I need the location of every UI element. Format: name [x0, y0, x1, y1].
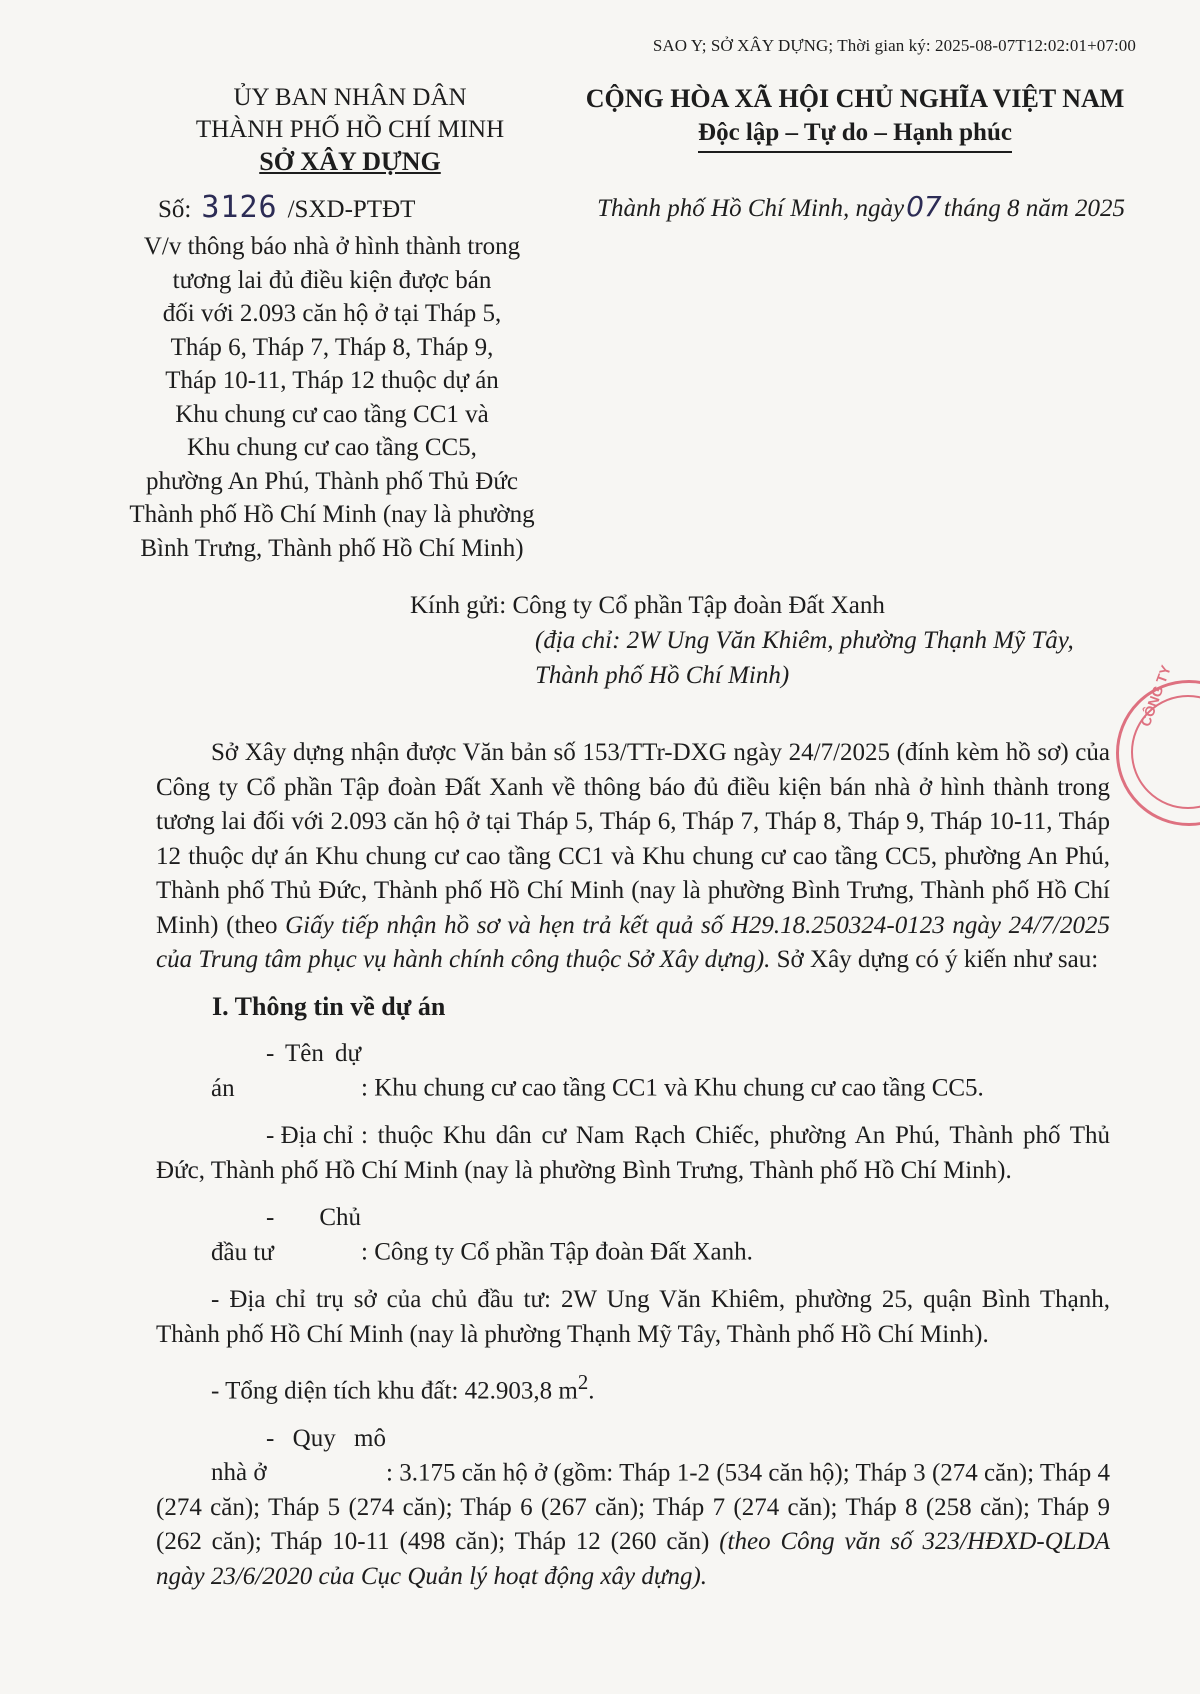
subject-line: Tháp 10-11, Tháp 12 thuộc dự án: [165, 367, 499, 394]
subject-line: V/v thông báo nhà ở hình thành trong: [143, 233, 521, 260]
national-title: CỘNG HÒA XÃ HỘI CHỦ NGHĨA VIỆT NAM: [585, 84, 1125, 113]
subject-line: Bình Trưng, Thành phố Hồ Chí Minh): [140, 534, 524, 562]
doc-number-prefix: Số:: [158, 196, 192, 223]
place-date-prefix: Thành phố Hồ Chí Minh, ngày: [597, 195, 905, 222]
section-heading: I. Thông tin về dự án: [212, 991, 446, 1021]
recipient-address-line-2: Thành phố Hồ Chí Minh): [535, 662, 790, 689]
subject-line: Thành phố Hồ Chí Minh (nay là phường: [129, 501, 535, 528]
place-date-suffix: tháng 8 năm 2025: [943, 195, 1125, 222]
subject-block: [112, 230, 552, 565]
recipient-name: Kính gửi: Công ty Cổ phần Tập đoàn Đất Xanh: [410, 592, 885, 619]
authority-line-1: ỦY BAN NHÂN DÂN: [233, 84, 467, 111]
authority-line-2: THÀNH PHỐ HỒ CHÍ MINH: [195, 116, 505, 143]
national-motto: Độc lập – Tự do – Hạnh phúc: [698, 116, 1012, 153]
recipient-address-line-1: (địa chỉ: 2W Ung Văn Khiêm, phường Thạnh Mỹ Tây,: [535, 627, 1074, 654]
date-day: 07: [906, 190, 942, 223]
investor-item: - Chủ đầu tư : Công ty Cổ phần Tập đoàn Đất Xanh.: [211, 1204, 753, 1266]
subject-line: đối với 2.093 căn hộ ở tại Tháp 5,: [162, 300, 502, 327]
national-header: [570, 82, 1140, 153]
project-name-item: - Tên dự án : Khu chung cư cao tầng CC1 và Khu chung cư cao tầng CC5.: [211, 1040, 984, 1102]
investor-hq-item: - Địa chỉ trụ sở của chủ đầu tư: 2W Ung Văn Khiêm, phường 25, quận Bình Thạnh, Thành phố Hồ Chí Minh (nay là phường Thạnh Mỹ Tây, Thành phố Hồ Chí Minh).: [156, 1286, 1110, 1348]
place-and-date: [597, 190, 1125, 223]
subject-line: tương lai đủ điều kiện được bán: [172, 266, 492, 294]
land-area-item: - Tổng diện tích khu đất: 42.903,8 $m^2$.: [211, 1370, 595, 1405]
company-seal-stamp: [1116, 663, 1200, 826]
issuing-authority-header: [140, 82, 560, 178]
subject-line: Khu chung cư cao tầng CC5,: [187, 434, 477, 461]
recipient-block: [410, 588, 1074, 693]
subject-line: Tháp 6, Tháp 7, Tháp 8, Tháp 9,: [170, 333, 494, 361]
project-address-item: - Địa chỉ : thuộc Khu dân cư Nam Rạch Chiếc, phường An Phú, Thành phố Thủ Đức, Thành phố Hồ Chí Minh (nay là phường Bình Trưng, Thành phố Hồ Chí Minh).: [156, 1122, 1110, 1184]
subject-line: phường An Phú, Thành phố Thủ Đức: [145, 467, 519, 495]
department-name: SỞ XÂY DỰNG: [259, 147, 441, 176]
intro-paragraph: Sở Xây dựng nhận được Văn bản số 153/TTr-DXG ngày 24/7/2025 (đính kèm hồ sơ) của Công ty Cổ phần Tập đoàn Đất Xanh về thông báo đủ điều kiện bán nhà ở hình thành trong tương lai đối với 2.093 căn hộ ở tại Tháp 5, Tháp 6, Tháp 7, Tháp 8, Tháp 9, Tháp 10-11, Tháp 12 thuộc dự án Khu chung cư cao tầng CC1 và Khu chung cư cao tầng CC5, phường An Phú, Thành phố Thủ Đức, Thành phố Hồ Chí Minh (nay là phường Bình Trưng, Thành phố Hồ Chí Minh) (theo Giấy tiếp nhận hồ sơ và hẹn trả kết quả số H29.18.250324-0123 ngày 24/7/2025 của Trung tâm phục vụ hành chính công thuộc Sở Xây dựng). Sở Xây dựng có ý kiến như sau:: [156, 739, 1110, 973]
housing-scale-item: - Quy mô nhà ở : 3.175 căn hộ ở (gồm: Tháp 1-2 (534 căn hộ); Tháp 3 (274 căn); Tháp 4 (274 căn); Tháp 5 (274 căn); Tháp 6 (267 căn); Tháp 7 (274 căn); Tháp 8 (258 căn); Tháp 9 (262 căn); Tháp 10-11 (498 căn); Tháp 12 (260 căn) (theo Công văn số 323/HĐXD-QLDA ngày 23/6/2020 của Cục Quản lý hoạt động xây dựng).: [156, 1424, 1110, 1590]
digital-signature-line: SAO Y; SỞ XÂY DỰNG; Thời gian ký: 2025-08-07T12:02:01+07:00: [652, 36, 1136, 55]
seal-text: CÔNG TY: [1137, 663, 1174, 729]
doc-number-suffix: /SXD-PTĐT: [287, 196, 416, 223]
doc-number-value: 3126: [201, 190, 278, 225]
letter-body: [156, 736, 1110, 1594]
subject-line: Khu chung cư cao tầng CC1 và: [175, 400, 489, 428]
document-number: [158, 190, 415, 225]
